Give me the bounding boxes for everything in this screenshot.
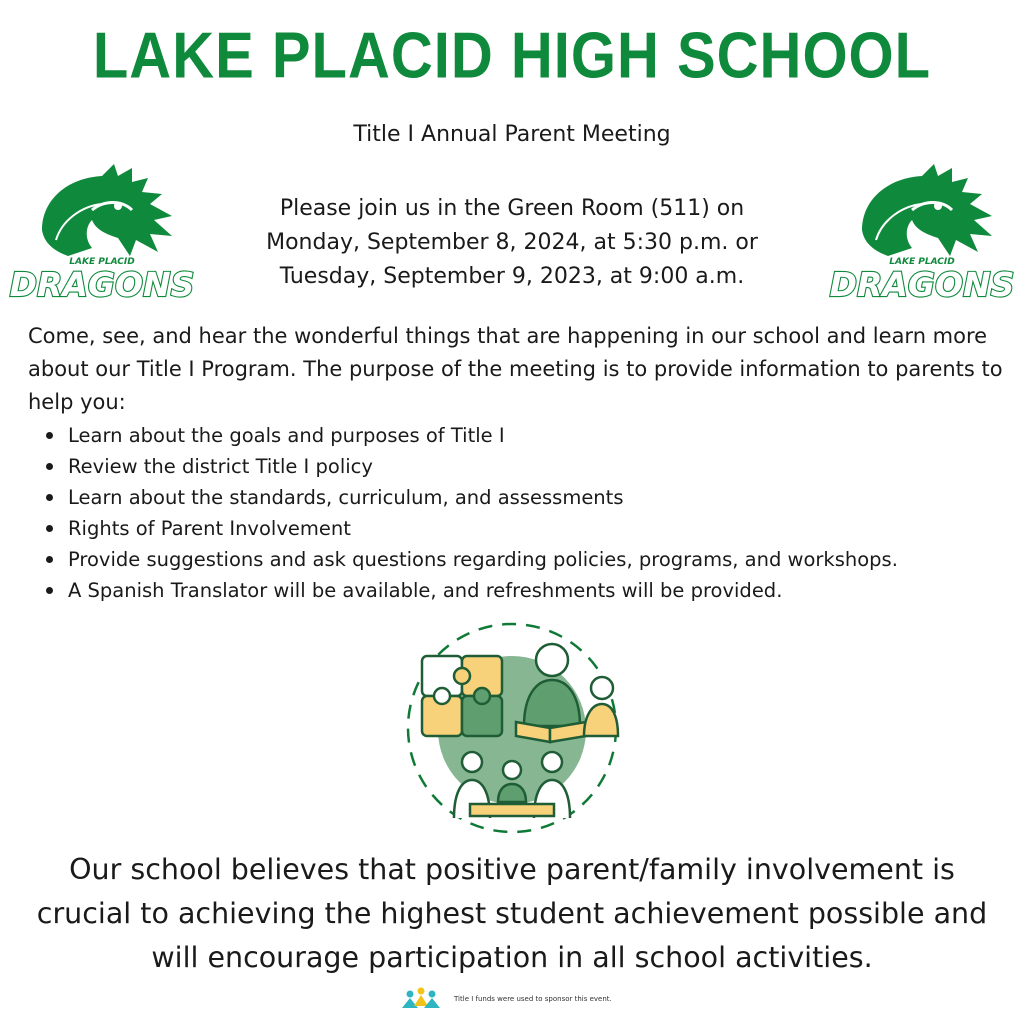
list-item: Learn about the goals and purposes of Title I <box>44 420 1004 451</box>
dragons-logo-left <box>9 160 195 304</box>
footer-note: Title I funds were used to sponsor this event. <box>454 995 612 1003</box>
list-item: Provide suggestions and ask questions regarding policies, programs, and workshops. <box>44 544 1004 575</box>
family-engagement-illustration <box>400 622 624 840</box>
title-one-logo-icon <box>398 986 444 1012</box>
list-item: Rights of Parent Involvement <box>44 513 1004 544</box>
logo-main-text: DRAGONS <box>829 265 1015 304</box>
footer <box>398 986 612 1012</box>
meeting-title: Title I Annual Parent Meeting <box>353 122 671 147</box>
logo-top-text: LAKE PLACID <box>69 257 135 267</box>
list-item: A Spanish Translator will be available, and refreshments will be provided. <box>44 575 1004 606</box>
intro-paragraph: Come, see, and hear the wonderful things that are happening in our school and learn more about our Title I Program. The purpose of the meeting is to provide information to parents to help you: <box>28 324 1003 414</box>
invite-line: Please join us in the Green Room (511) on <box>279 196 745 221</box>
meeting-invitation <box>212 192 812 294</box>
list-item: Review the district Title I policy <box>44 451 1004 482</box>
invite-line: Tuesday, September 9, 2023, at 9:00 a.m. <box>279 264 745 289</box>
invite-line: Monday, September 8, 2024, at 5:30 p.m. or <box>266 230 758 255</box>
closing-statement: Our school believes that positive parent/family involvement is crucial to achieving the highest student achievement possible and will encourage participation in all school activities. <box>36 853 988 974</box>
purpose-list <box>44 420 1004 606</box>
logo-main-text: DRAGONS <box>9 265 195 304</box>
school-title: LAKE PLACID HIGH SCHOOL <box>92 19 932 92</box>
dragons-logo-right <box>829 160 1015 304</box>
logo-top-text: LAKE PLACID <box>889 257 955 267</box>
list-item: Learn about the standards, curriculum, and assessments <box>44 482 1004 513</box>
